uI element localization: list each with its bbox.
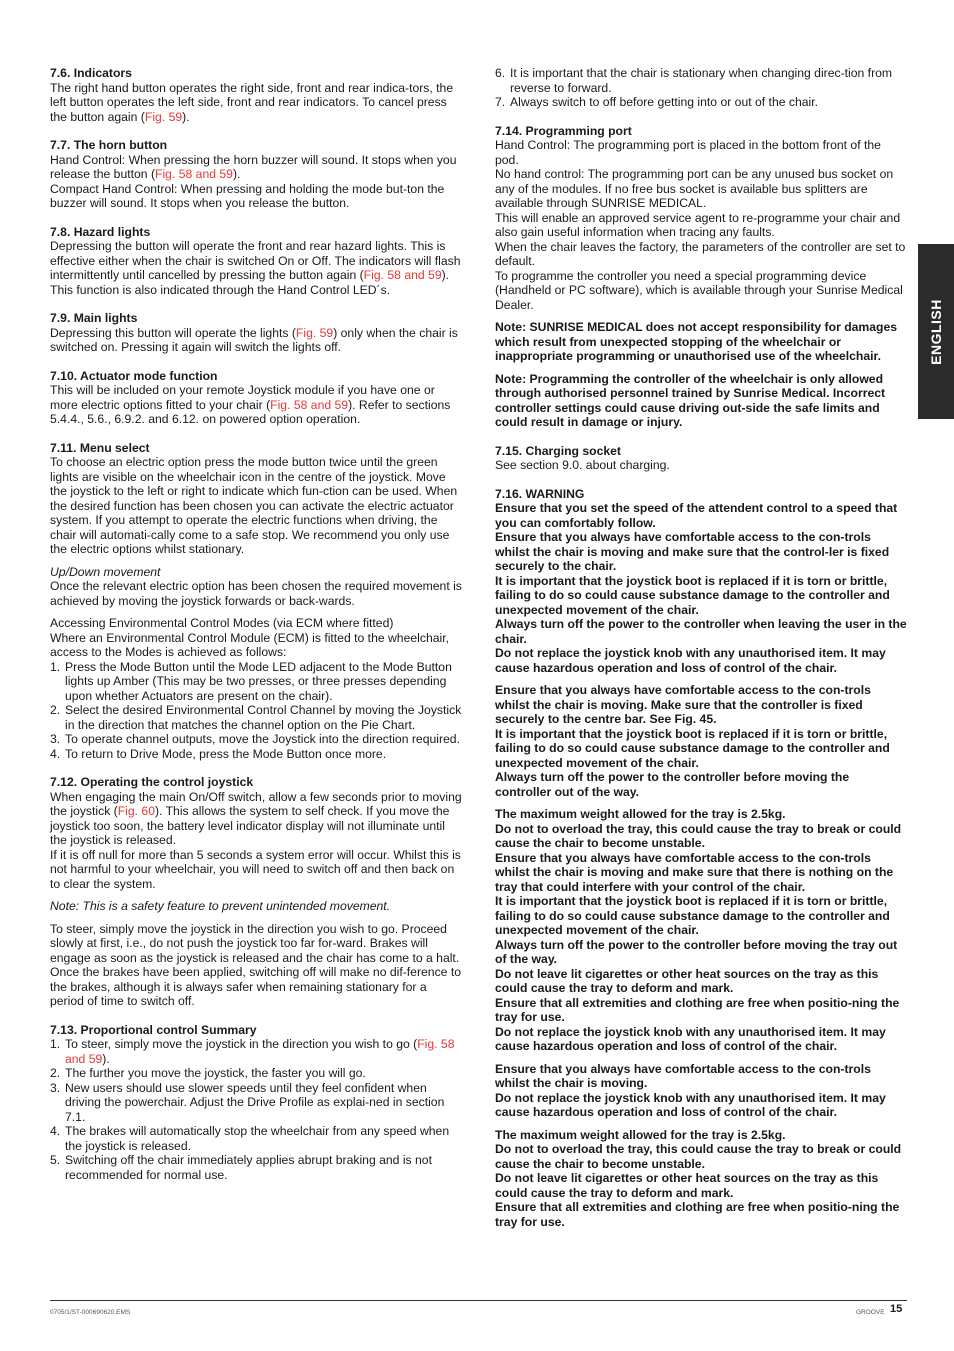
warning-text: Ensure that you always have comfortable access to the con-trols whilst the chair is moving and make sure that the control-ler is fixed securely to the chair. (495, 530, 890, 573)
section-text: Compact Hand Control: When pressing and holding the mode but-ton the buzzer will sound. It stops when you release the button. (50, 181, 445, 210)
list-item: 3. New users should use slower speeds until they feel confident when driving the powerchair. Adjust the Drive Profile as explai-ned in section 7.1. (50, 1080, 445, 1124)
section-text: The right hand button operates the right side, front and rear indica-tors, the left button operates the left side, front and rear indicators. To cancel press the button again (Fig. 59). (50, 80, 454, 124)
section-text: To steer, simply move the joystick in the direction you wish to go. Proceed slowly at first, i.e., do not push the joystick too far for-ward. Brakes will engage as soon as the joystick is released and the chair has come to a halt. (50, 921, 460, 965)
continued-list (495, 66, 907, 110)
list-item: 1. To steer, simply move the joystick in the direction you wish to go (Fig. 58 and 59). (50, 1037, 455, 1066)
warning-text: Always turn off the power to the controller before moving the tray out of the way. (495, 937, 898, 966)
section-heading: 7.7. The horn button (50, 138, 168, 152)
warning-text: Ensure that all extremities and clothing are free when positio-ning the tray for use. (495, 995, 900, 1024)
section-heading: 7.9. Main lights (50, 311, 138, 325)
section-heading: 7.16. WARNING (495, 486, 585, 501)
section-7-6 (50, 66, 462, 124)
warning-text: Do not replace the joystick knob with any unauthorised item. It may cause hazardous operation and loss of control of the chair. (495, 1024, 886, 1053)
section-text: Accessing Environmental Control Modes (via ECM where fitted) (50, 616, 394, 630)
note-text: Note: SUNRISE MEDICAL does not accept responsibility for damages which result from unexpected stopping of the wheelchair or inappropriate programming or unauthorised use of the wheelchair. (495, 320, 898, 363)
section-heading: 7.12. Operating the control joystick (50, 775, 254, 789)
section-text: Hand Control: The programming port is placed in the bottom front of the pod. (495, 138, 881, 167)
document-code: 0705/1/ST-000690620.EMS (50, 1309, 131, 1316)
section-7-15 (495, 444, 907, 473)
page-number: 15 (890, 1303, 903, 1315)
warning-text: Ensure that all extremities and clothing are free when positio-ning the tray for use. (495, 1200, 900, 1229)
section-heading: 7.10. Actuator mode function (50, 368, 218, 383)
section-text: To choose an electric option press the mode button twice until the green lights are visible on the wheelchair icon in the centre of the joystick. Move the joystick to the left or right to indicate which fun-ction can be used. When the desired function has been chosen you can activate the electric actuator system. If you attempt to operate the electric functions when driving, the chair will automati-cally come to a safe stop. We recommend you only use the electric options whilst stationary. (50, 455, 458, 556)
warning-text: Ensure that you always have comfortable access to the con-trols whilst the chair is moving. Make sure that the controller is fixed securely to the centre bar. See Fig. 45. (495, 683, 871, 726)
warning-text: Ensure that you set the speed of the attendent control to a speed that you can comfortably follow. (495, 501, 898, 530)
warning-text: Do not leave lit cigarettes or other heat sources on the tray as this could cause the tray to deform and mark. (495, 966, 879, 995)
warning-text: It is important that the joystick boot is replaced if it is torn or brittle, failing to do so could cause substance damage to the controller and unexpected movement of the chair. (495, 726, 890, 770)
section-text: When engaging the main On/Off switch, allow a few seconds prior to moving the joystick (Fig. 60). This allows the system to self check. If you move the joystick too soon, the battery level indicator display will not illuminate until the joystick is released. (50, 789, 462, 847)
section-heading: 7.13. Proportional control Summary (50, 1022, 257, 1037)
warning-text: It is important that the joystick boot is replaced if it is torn or brittle, failing to do so could cause substance damage to the controller and unexpected movement of the chair. (495, 894, 890, 937)
language-tab (918, 244, 954, 419)
figure-reference-link[interactable]: Fig. 58 and 59 (270, 397, 349, 412)
figure-reference-link[interactable]: Fig. 60 (117, 804, 155, 818)
numbered-list (50, 1037, 462, 1182)
left-column (50, 66, 462, 1196)
section-text: This will enable an approved service agent to re-programme your chair and also gain useful information when tracing any faults. (495, 210, 901, 239)
section-text: Once the relevant electric option has been chosen the required movement is achieved by moving the joystick forwards or back-wards. (50, 579, 462, 608)
list-item: 2. Select the desired Environmental Control Channel by moving the Joystick in the direction that matches the channel option on the Pie Chart. (50, 703, 462, 732)
warning-text: The maximum weight allowed for the tray is 2.5kg. (495, 807, 786, 821)
warning-text: Do not leave lit cigarettes or other heat sources on the tray as this could cause the tray to deform and mark. (495, 1171, 879, 1200)
section-text: Depressing this button will operate the lights (Fig. 59) only when the chair is switched on. Pressing it again will switch the lights off. (50, 325, 458, 354)
figure-reference-link[interactable]: Fig. 58 and 59 (65, 1037, 455, 1066)
section-7-14 (495, 124, 907, 430)
section-7-11 (50, 441, 462, 762)
list-item: 4. To return to Drive Mode, press the Mode Button once more. (50, 746, 387, 761)
section-7-16 (495, 487, 907, 1230)
section-text: Once the brakes have been applied, switching off will make no dif-ference to the brakes, although it is always safer when remaining stationary for a period of time to switch off. (50, 965, 462, 1008)
note-text: Note: This is a safety feature to prevent unintended movement. (50, 899, 391, 913)
numbered-list (50, 660, 462, 762)
section-text: When the chair leaves the factory, the parameters of the controller are set to default. (495, 239, 906, 268)
warning-text: It is important that the joystick boot is replaced if it is torn or brittle, failing to do so could cause substance damage to the controller and unexpected movement of the chair. (495, 573, 890, 617)
list-item: 1. Press the Mode Button until the Mode LED adjacent to the Mode Button lights up Amber (This may be two presses, or three presses depending upon whether Actuators are present on the chair). (50, 659, 452, 703)
section-7-10 (50, 369, 462, 427)
list-item: 4. The brakes will automatically stop the wheelchair from any speed when the joystick is released. (50, 1124, 450, 1153)
section-text: If it is off null for more than 5 seconds a system error will occur. Whilst this is not harmful to your wheelchair, you will need to switch off and then back on to clear the system. (50, 847, 461, 891)
subheading: Up/Down movement (50, 564, 161, 579)
figure-reference-link[interactable]: Fig. 59 (144, 109, 183, 124)
list-item: 2. The further you move the joystick, the faster you will go. (50, 1066, 366, 1080)
figure-reference-link[interactable]: Fig. 58 and 59 (155, 167, 233, 181)
section-text: No hand control: The programming port can be any unused bus socket on any of the modules. If no free bus socket is available bus splitters are available through SUNRISE MEDICAL. (495, 167, 894, 210)
warning-text: Ensure that you always have comfortable access to the con-trols whilst the chair is moving. (495, 1061, 871, 1090)
warning-text: The maximum weight allowed for the tray is 2.5kg. (495, 1127, 786, 1142)
section-heading: 7.8. Hazard lights (50, 224, 151, 239)
footer-divider (50, 1300, 907, 1301)
section-text: This will be included on your remote Joystick module if you have one or more electric options fitted to your chair (Fig. 58 and 59). Refer to sections 5.4.4., 5.6., 6.9.2. and 6.12. on powered option operation. (50, 383, 451, 426)
language-label: ENGLISH (927, 298, 944, 365)
section-7-9 (50, 311, 462, 355)
section-heading: 7.15. Charging socket (495, 443, 621, 458)
right-column (495, 66, 907, 1243)
product-name: GROOVE (856, 1309, 885, 1316)
warning-text: Do not to overload the tray, this could cause the tray to break or could cause the chair to become unstable. (495, 821, 902, 850)
section-heading: 7.11. Menu select (50, 440, 150, 455)
section-heading: 7.14. Programming port (495, 123, 632, 138)
figure-reference-link[interactable]: Fig. 59 (295, 325, 334, 340)
warning-text: Do not replace the joystick knob with any unauthorised item. It may cause hazardous operation and loss of control of the chair. (495, 1090, 886, 1119)
section-text: See section 9.0. about charging. (495, 458, 670, 472)
section-7-12 (50, 775, 462, 1009)
section-7-7 (50, 138, 462, 211)
list-item: 7. Always switch to off before getting into or out of the chair. (495, 95, 819, 109)
section-heading: 7.6. Indicators (50, 66, 132, 80)
list-item: 6. It is important that the chair is stationary when changing direc-tion from reverse to forward. (495, 66, 893, 95)
section-text: Depressing the button will operate the front and rear hazard lights. This is effective either when the chair is switched On or Off. The indicators will flash intermittently until cancelled by pressing the button again (Fig. 58 and 59). This function is also indicated through the Hand Control LED´s. (50, 239, 461, 297)
section-7-13 (50, 1023, 462, 1183)
figure-reference-link[interactable]: Fig. 58 and 59 (363, 268, 442, 282)
note-text: Note: Programming the controller of the wheelchair is only allowed through authorised personnel trained by Sunrise Medical. Incorrect controller settings could cause driving out-side the safe limits and could result in damage or injury. (495, 371, 886, 429)
list-item: 3. To operate channel outputs, move the Joystick into the direction required. (50, 732, 460, 746)
numbered-list (495, 66, 907, 110)
warning-text: Always turn off the power to the controller before moving the controller out of the way. (495, 770, 850, 799)
section-text: Hand Control: When pressing the horn buzzer will sound. It stops when you release the button (Fig. 58 and 59). (50, 152, 457, 181)
section-text: To programme the controller you need a special programming device (Handheld or PC software), which is available through your Sunrise Medical Dealer. (495, 268, 903, 312)
warning-text: Always turn off the power to the controller when leaving the user in the chair. (495, 617, 907, 646)
section-7-8 (50, 225, 462, 298)
list-item: 5. Switching off the chair immediately applies abrupt braking and is not recommended for normal use. (50, 1153, 432, 1182)
warning-text: Do not replace the joystick knob with any unauthorised item. It may cause hazardous operation and loss of control of the chair. (495, 646, 886, 675)
warning-text: Ensure that you always have comfortable access to the con-trols whilst the chair is moving and make sure that there is nothing on the tray that could interfere with your control of the chair. (495, 850, 894, 894)
section-text: Where an Environmental Control Module (ECM) is fitted to the wheelchair, access to the Modes is achieved as follows: (50, 630, 449, 659)
warning-text: Do not to overload the tray, this could cause the tray to break or could cause the chair to become unstable. (495, 1142, 902, 1171)
